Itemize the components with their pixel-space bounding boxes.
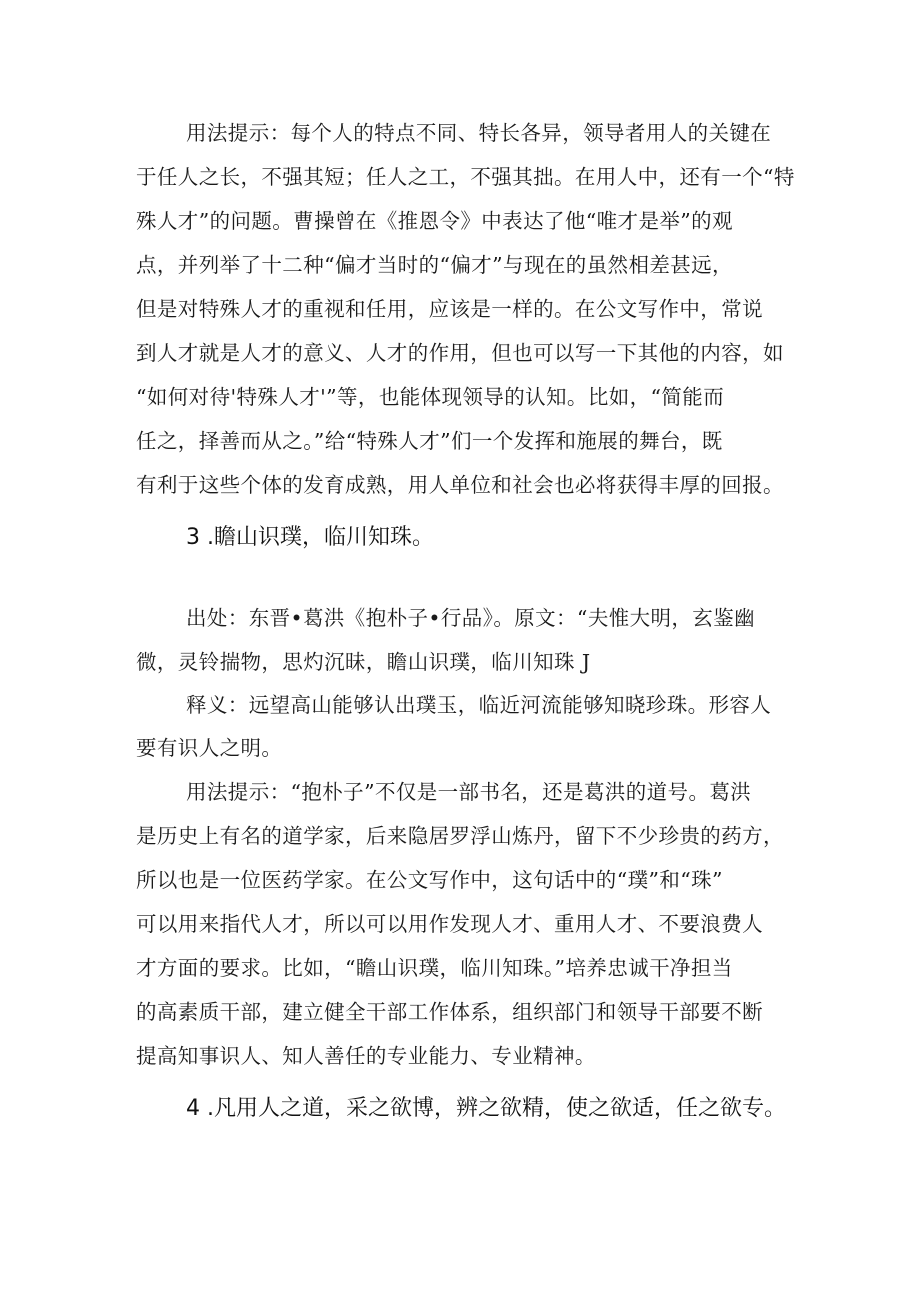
paragraph-line: 到人才就是人才的意义、人才的作用，但也可以写一下其他的内容，如 [136,341,784,365]
paragraph-line: 才方面的要求。比如，“瞻山识璞，临川知珠。”培养忠诚干净担当 [136,956,733,980]
paragraph-line: 是历史上有名的道学家，后来隐居罗浮山炼丹，留下不少珍贵的药方， [136,824,784,848]
source-line: 微，灵铃揣物，思灼沉昧，瞻山识璞，临川知珠 J [136,650,591,674]
explanation-line: 释义：远望高山能够认出璞玉，临近河流能够知晓珍珠。形容人 [186,693,772,717]
section-heading-3: 3 .瞻山识璞，临川知珠。 [186,525,434,550]
explanation-line: 要有识人之明。 [136,736,283,760]
paragraph-line: 的高素质干部，建立健全干部工作体系，组织部门和领导干部要不断 [136,1000,763,1024]
paragraph-line: 殊人才”的问题。曹操曾在《推恩令》中表达了他“唯才是举”的观 [136,209,733,233]
paragraph-line: 点，并列举了十二种“偏才当时的“偏才”与现在的虽然相差甚远， [136,253,733,277]
section-heading-4: 4 .凡用人之道，采之欲博，辨之欲精，使之欲适，任之欲专。 [186,1096,786,1121]
paragraph-line: 有利于这些个体的发育成熟，用人单位和社会也必将获得丰厚的回报。 [136,473,784,497]
paragraph-line: 提高知事识人、知人善任的专业能力、专业精神。 [136,1044,596,1068]
paragraph-line: 用法提示：“抱朴子”不仅是一部书名，还是葛洪的道号。葛洪 [186,780,752,804]
paragraph-line: 任之，择善而从之。”给“特殊人才”们一个发挥和施展的舞台，既 [136,429,723,453]
paragraph-line: “如何对待'特殊人才'”等，也能体现领导的认知。比如，“简能而 [136,385,725,409]
paragraph-line: 用法提示：每个人的特点不同、特长各异，领导者用人的关键在 [186,121,772,145]
paragraph-line: 于任人之长，不强其短；任人之工，不强其拙。在用人中，还有一个“特 [136,165,795,189]
paragraph-line: 所以也是一位医药学家。在公文写作中，这句话中的“璞”和“珠” [136,868,723,892]
paragraph-line: 但是对特殊人才的重视和任用，应该是一样的。在公文写作中，常说 [136,297,763,321]
source-line: 出处：东晋•葛洪《抱朴子•行品》。原文：“夫惟大明，玄鉴幽 [186,606,756,630]
paragraph-line: 可以用来指代人才，所以可以用作发现人才、重用人才、不要浪费人 [136,912,763,936]
